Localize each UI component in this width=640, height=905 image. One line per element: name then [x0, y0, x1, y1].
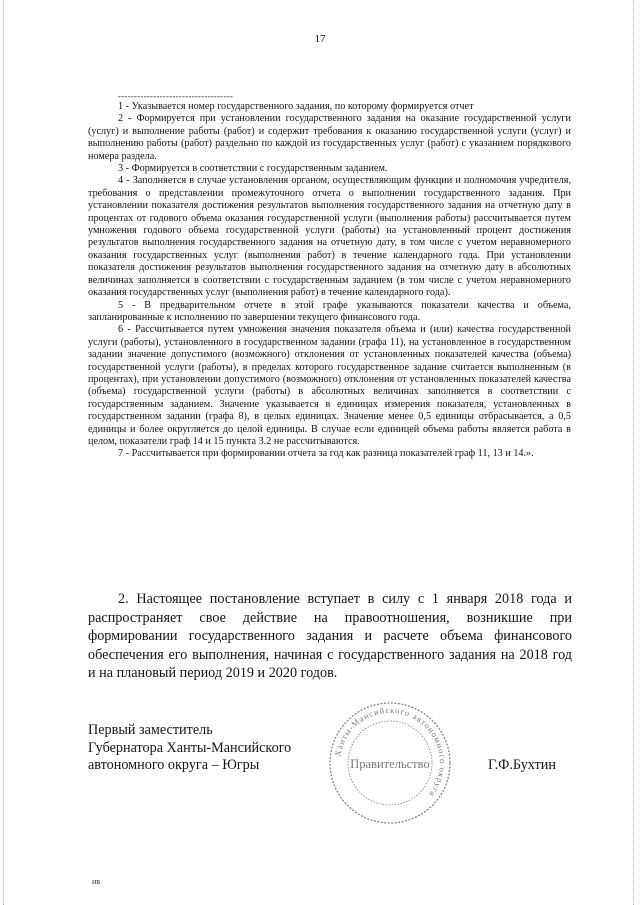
signer-line-1: Первый заместитель — [88, 722, 213, 738]
footnote-3: 3 - Формируется в соответствии с государственным заданием. — [118, 163, 388, 175]
footnote-5: 5 - В предварительном отчете в этой графе указываются показатели качества и объема, запланированные к исполнению по завершении текущего финансового года. — [88, 299, 571, 323]
signature-name: Г.Ф.Бухтин — [488, 757, 556, 773]
footnote-1: 1 - Указывается номер государственного задания, по которому формируется отчет — [118, 101, 474, 112]
left-scan-edge — [3, 0, 5, 905]
executor-mark: ив — [92, 877, 101, 886]
signer-line-3: автономного округа – Югры — [88, 757, 260, 773]
signer-title — [88, 722, 291, 775]
footnotes-block — [88, 101, 571, 461]
footnote-2: 2 - Формируется при установлении государственного задания на оказание государственной услуги (услуг) и выполнение работы (работ) и содержит требования к оказанию государственной услуги (услуг) и выполнению работы (работ) раздельно по каждой из государственных услуг (работ) с указанием порядкового номера раздела. — [88, 113, 571, 162]
footnote-4: 4 - Заполняется в случае установления органом, осуществляющим функции и полномочия учредителя, требования о представлении промежуточного отчета о выполнении государственного задания. При установлении показателя достижения результатов выполнения государственного задания на отчетную дату в процентах от годового объема оказания государственной услуги (выполнения работы) рассчитывается путем умножения годового объема государственной услуги (работы) на установленный процент достижения результатов выполнения государственного задания на отчетную дату, в том числе с учетом неравномерного оказания государственных услуг (выполнения работ) в течение календарного года. При установлении показателя достижения результатов выполнения государственного задания на отчетную дату в абсолютных величинах заполняется в соответствии с государственным заданием (в том числе с учетом неравномерного оказания государственных услуг (выполнения работ) в течение календарного года). — [88, 175, 571, 299]
seal-center-text: Правительство — [350, 757, 430, 771]
signer-line-2: Губернатора Ханты-Мансийского — [88, 739, 292, 756]
footnote-separator: ------------------------------------ — [118, 91, 234, 101]
official-seal — [326, 699, 454, 827]
footnote-7: 7 - Рассчитывается при формировании отчета за год как разница показателей граф 11, 13 и 14.». — [118, 448, 534, 460]
page-number: 17 — [314, 33, 326, 45]
seal-ring-text: Ханты-Мансийского автономного округа — [332, 704, 449, 800]
footnote-6: 6 - Рассчитывается путем умножения значения показателя объема и (или) качества государственной услуги (работы), установленного в государственном задании (графа 11), на установленное в государственном задании значение допустимого (возможного) отклонения от установленных показателей качества (объема) государственной услуги (работы), в пределах которого государственное задание считается выполненным (в процентах), при установлении допустимого (возможного) отклонения от установленных показателей качества (объема) государственной услуги (работы) в абсолютных величинах заполняется в соответствии с государственным заданием. Значение указывается в единицах измерения показателя, установленных в государственном задании (графа 8), в целых единицах. Значение менее 0,5 единицы отбрасывается, а 0,5 единицы и более округляется до целой единицы. В случае если единицей объема работы является работа в целом, показатели граф 14 и 15 пункта 3.2 не рассчитываются. — [88, 324, 571, 447]
right-scan-edge — [633, 0, 635, 905]
main-paragraph: 2. Настоящее постановление вступает в силу с 1 января 2018 года и распространяет свое действие на правоотношения, возникшие при формировании государственного задания и расчете объема финансового обеспечения его выполнения, начиная с государственного задания на 2018 год и на плановый период 2019 и 2020 годов. — [88, 591, 572, 682]
